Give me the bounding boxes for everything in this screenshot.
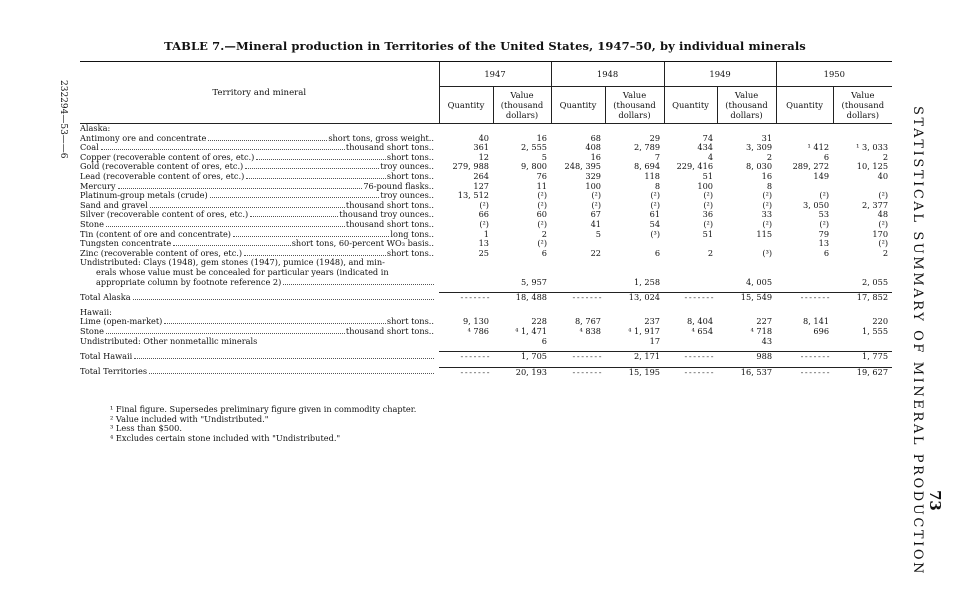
table-cell: 5, 957 <box>520 277 548 287</box>
table-cell: 31 <box>761 133 773 143</box>
table-cell: 2 <box>541 229 548 239</box>
table-cell: 51 <box>702 229 714 239</box>
table-row <box>80 327 892 337</box>
footnote: ² Value included with "Undistributed." <box>110 413 269 424</box>
table-row <box>80 182 892 192</box>
table-row <box>80 153 892 163</box>
table-cell: 127 <box>473 181 489 191</box>
table-cell: 6 <box>541 248 548 258</box>
quantity-header: Quantity <box>776 87 833 124</box>
table-cell: - - - - - - - <box>551 352 605 362</box>
row-label: Stone thousand short tons.. <box>80 219 434 229</box>
table-cell: 100 <box>585 181 602 191</box>
table-cell: (²) <box>703 200 714 210</box>
table-cell: ⁴ 718 <box>750 326 773 336</box>
table-cell: 74 <box>702 133 714 143</box>
table-cell: 13 <box>478 239 489 249</box>
row-label: Mercury 76-pound flasks.. <box>80 181 434 191</box>
table-cell: 1, 775 <box>833 352 892 362</box>
table-row <box>80 220 892 230</box>
total-row <box>80 367 892 377</box>
table-cell: 4, 005 <box>746 277 773 287</box>
table-cell <box>717 258 776 268</box>
table-cell: 248, 395 <box>564 162 602 172</box>
table-cell: 2 <box>707 248 714 258</box>
row-label: Tungsten concentrate short tons, 60-percent WO₃ basis.. <box>80 239 434 249</box>
table-cell: 16, 537 <box>717 367 776 377</box>
table-cell: 118 <box>644 171 661 182</box>
table-cell <box>717 239 776 249</box>
row-label: Copper (recoverable content of ores, etc.) short tons.. <box>80 152 434 162</box>
row-label: Silver (recoverable content of ores, etc.) thousand troy ounces.. <box>80 210 434 220</box>
table-cell <box>664 268 717 278</box>
table-row <box>80 230 892 240</box>
table-cell: (²) <box>878 219 889 229</box>
table-cell: (²) <box>479 200 489 210</box>
table-row <box>80 336 892 346</box>
year-header: 1948 <box>551 62 664 87</box>
table-cell: - - - - - - - <box>664 293 717 303</box>
table-cell: 2, 789 <box>633 143 661 153</box>
table-cell <box>833 268 892 278</box>
margin-code: 232294—53——6 <box>58 80 68 159</box>
year-header: 1947 <box>439 62 551 87</box>
table-cell <box>605 239 664 249</box>
table-cell <box>717 268 776 278</box>
year-header: 1949 <box>664 62 776 87</box>
table-row <box>80 210 892 220</box>
table-cell: 17 <box>649 336 661 346</box>
table-cell: 16 <box>536 133 548 143</box>
table-cell: 220 <box>872 317 889 327</box>
table-cell: 434 <box>697 143 714 153</box>
table-cell: - - - - - - - <box>551 293 605 303</box>
row-label: Sand and gravel thousand short tons.. <box>80 200 434 210</box>
table-cell: 79 <box>818 229 830 239</box>
table-cell: - - - - - - - <box>664 367 717 377</box>
table-cell <box>776 336 833 346</box>
table-cell: 2, 171 <box>605 352 664 362</box>
table-cell: 13 <box>818 239 830 249</box>
table-cell: 2, 377 <box>862 200 889 210</box>
table-cell: 1, 705 <box>493 352 551 362</box>
table-cell <box>776 268 833 278</box>
table-cell: 17, 852 <box>833 293 892 303</box>
total-row <box>80 352 892 362</box>
table-cell <box>776 134 833 144</box>
value-header: Value (thousand dollars) <box>717 87 776 124</box>
table-cell: 8 <box>766 181 773 191</box>
table-cell: 61 <box>649 210 661 220</box>
table-cell <box>776 258 833 268</box>
table-cell: 696 <box>813 326 830 336</box>
table-cell: (²) <box>537 219 548 229</box>
table-cell <box>833 258 892 268</box>
quantity-header: Quantity <box>439 87 493 124</box>
table-cell: 13, 024 <box>605 293 664 303</box>
table-cell: (²) <box>537 191 548 201</box>
table-cell: 76 <box>536 171 548 182</box>
table-cell: 2, 555 <box>520 143 548 153</box>
table-cell: 149 <box>813 171 830 182</box>
table-cell: 15, 195 <box>605 367 664 377</box>
row-label: Total Hawaii <box>80 352 439 362</box>
table-cell: (²) <box>479 219 489 229</box>
value-header: Value (thousand dollars) <box>605 87 664 124</box>
table-cell: - - - - - - - <box>439 293 493 303</box>
table-row <box>80 249 892 259</box>
row-label: Total Alaska <box>80 293 439 303</box>
table-row <box>80 268 892 278</box>
table-cell <box>833 134 892 144</box>
table-cell: 8, 694 <box>633 162 661 172</box>
table-cell: 100 <box>697 181 714 191</box>
table-cell: (²) <box>819 191 830 201</box>
table-cell: 329 <box>585 171 602 182</box>
table-cell: 16 <box>761 171 773 182</box>
table-row <box>80 239 892 249</box>
table-cell <box>776 278 833 288</box>
table-cell: 6 <box>654 248 661 258</box>
table-cell <box>551 268 605 278</box>
table-cell: 6 <box>823 152 830 162</box>
table-cell: 15, 549 <box>717 293 776 303</box>
value-header: Value (thousand dollars) <box>833 87 892 124</box>
footnote: ⁴ Excludes certain stone included with "Undistributed." <box>110 432 341 443</box>
table-cell <box>439 258 493 268</box>
row-label: Platinum-group metals (crude) troy ounces.. <box>80 191 434 201</box>
section-heading <box>80 124 892 134</box>
table-cell: 60 <box>536 210 548 220</box>
table-cell: ⁴ 654 <box>691 326 714 336</box>
table-cell: ⁴ 1, 471 <box>515 326 548 336</box>
table-cell: 10, 125 <box>856 162 889 172</box>
table-cell: 2 <box>882 152 889 162</box>
table-cell: 1, 555 <box>862 326 889 336</box>
table-cell: 8, 030 <box>746 162 773 172</box>
table-cell <box>664 336 717 346</box>
table-row <box>80 172 892 182</box>
table-cell: (²) <box>650 200 661 210</box>
row-label: Stone thousand short tons.. <box>80 326 434 336</box>
mineral-production-table <box>80 61 892 377</box>
table-cell: - - - - - - - <box>776 352 833 362</box>
table-cell <box>439 336 493 346</box>
table-cell: 13, 512 <box>457 191 489 201</box>
table-cell: 25 <box>478 248 489 258</box>
table-cell: 8, 404 <box>686 317 714 327</box>
table-cell: 20, 193 <box>493 367 551 377</box>
table-cell: 2, 055 <box>862 277 889 287</box>
table-cell: 8, 141 <box>803 317 830 327</box>
table-cell: 9, 800 <box>520 162 548 172</box>
table-cell: - - - - - - - <box>439 367 493 377</box>
table-cell: 67 <box>590 210 602 220</box>
table-cell: (²) <box>819 219 830 229</box>
table-cell: (³) <box>762 248 773 258</box>
table-cell: 408 <box>585 143 602 153</box>
table-cell: 115 <box>756 229 773 239</box>
table-cell: 40 <box>478 133 489 143</box>
section-heading <box>80 308 892 318</box>
table-cell: 988 <box>717 352 776 362</box>
footnotes <box>110 405 416 443</box>
table-row <box>80 134 892 144</box>
year-header: 1950 <box>776 62 892 87</box>
table-cell: 18, 488 <box>493 293 551 303</box>
table-row <box>80 278 892 288</box>
footnote: ¹ Final figure. Supersedes preliminary figure given in commodity chapter. <box>110 404 417 414</box>
table-cell: (²) <box>650 191 661 201</box>
section-title: Hawaii: <box>80 307 112 317</box>
table-row <box>80 191 892 201</box>
table-row <box>80 317 892 327</box>
quantity-header: Quantity <box>664 87 717 124</box>
table-cell <box>551 336 605 346</box>
table-cell: - - - - - - - <box>439 352 493 362</box>
table-cell <box>664 278 717 288</box>
table-title: TABLE 7.—Mineral production in Territories of the United States, 1947–50, by individual minerals <box>164 39 806 53</box>
table-cell: 6 <box>823 248 830 258</box>
table-cell <box>493 268 551 278</box>
row-label: Zinc (recoverable content of ores, etc.) short tons.. <box>80 248 434 258</box>
table-cell: 289, 272 <box>792 162 830 172</box>
table-cell: 22 <box>590 248 602 258</box>
table-cell: 33 <box>761 210 773 220</box>
table-cell: (²) <box>762 219 773 229</box>
table-cell: 43 <box>761 336 773 346</box>
table-cell: 8, 767 <box>574 317 602 327</box>
table-cell: 6 <box>541 336 548 346</box>
table-cell <box>551 258 605 268</box>
table-cell: 5 <box>595 229 602 239</box>
stub-header: Territory and mineral <box>80 62 439 124</box>
row-label: Gold (recoverable content of ores, etc.) troy ounces.. <box>80 162 434 172</box>
table-cell: 229, 416 <box>676 162 714 172</box>
table-row <box>80 258 892 268</box>
table-cell: 2 <box>766 152 773 162</box>
table-cell: ⁴ 838 <box>579 326 602 336</box>
table-cell: ⁴ 786 <box>467 326 489 336</box>
table-cell: 361 <box>473 143 489 153</box>
table-cell: 1 <box>483 229 489 239</box>
table-cell: 3, 309 <box>746 143 773 153</box>
table-cell: 51 <box>702 171 714 182</box>
table-cell: 7 <box>654 152 661 162</box>
row-label: erals whose value must be concealed for particular years (indicated in <box>96 267 389 277</box>
section-title: Alaska: <box>80 123 111 134</box>
table-cell <box>605 258 664 268</box>
table-cell <box>664 239 717 249</box>
table-cell: ¹ 3, 033 <box>856 143 889 153</box>
footnote: ³ Less than $500. <box>110 423 182 434</box>
table-cell <box>439 278 493 288</box>
table-cell <box>833 336 892 346</box>
table-cell: 16 <box>590 152 602 162</box>
running-head: STATISTICAL SUMMARY OF MINERAL PRODUCTION <box>910 106 925 577</box>
table-cell <box>776 182 833 192</box>
table-cell: 227 <box>756 317 773 327</box>
row-label: Undistributed: Other nonmetallic minerals <box>80 336 258 346</box>
table-cell: (²) <box>878 191 889 201</box>
table-cell: (²) <box>703 219 714 229</box>
table-cell: 2 <box>882 248 889 258</box>
table-cell: 3, 050 <box>803 200 830 210</box>
table-cell: 170 <box>872 229 889 239</box>
table-cell: (²) <box>591 200 602 210</box>
row-label: appropriate column by footnote reference 2) <box>80 278 439 288</box>
table-cell: 228 <box>531 317 548 327</box>
table-cell: 1, 258 <box>633 277 661 287</box>
row-label: Antimony ore and concentrate short tons, gross weight.. <box>80 133 434 143</box>
table-cell: (²) <box>537 200 548 210</box>
table-cell: 237 <box>644 317 661 327</box>
table-cell: 9, 130 <box>462 317 489 327</box>
table-cell: 40 <box>877 171 889 182</box>
table-cell: 41 <box>590 219 602 229</box>
table-cell: (²) <box>591 191 602 201</box>
total-row <box>80 293 892 303</box>
table-cell <box>833 182 892 192</box>
table-cell: - - - - - - - <box>776 367 833 377</box>
table-cell <box>605 268 664 278</box>
table-row <box>80 162 892 172</box>
table-cell: 19, 627 <box>833 367 892 377</box>
table-cell: 12 <box>478 152 489 162</box>
table-cell: ¹ 412 <box>807 143 830 153</box>
table-cell: - - - - - - - <box>551 367 605 377</box>
table-cell: (²) <box>878 239 889 249</box>
table-row <box>80 201 892 211</box>
table-cell <box>664 258 717 268</box>
table-cell: - - - - - - - <box>776 293 833 303</box>
row-label: Tin (content of ore and concentrate) long tons.. <box>80 229 434 239</box>
table-row <box>80 143 892 153</box>
table-cell: - - - - - - - <box>664 352 717 362</box>
table-cell: 68 <box>590 133 602 143</box>
table-cell: (²) <box>537 239 548 249</box>
table-cell <box>551 278 605 288</box>
table-cell: ⁴ 1, 917 <box>628 326 661 336</box>
table-cell: 11 <box>536 181 548 191</box>
table-cell: 36 <box>702 210 714 220</box>
table-cell <box>493 258 551 268</box>
quantity-header: Quantity <box>551 87 605 124</box>
table-cell: 66 <box>478 210 489 220</box>
table-cell: 53 <box>818 210 830 220</box>
row-label: Lead (recoverable content of ores, etc.) short tons.. <box>80 171 434 182</box>
table-cell: 54 <box>649 219 661 229</box>
table-cell: (³) <box>650 229 661 239</box>
table-cell: 264 <box>473 171 489 182</box>
table-cell: (²) <box>762 191 773 201</box>
table-cell <box>551 239 605 249</box>
page-number: 73 <box>926 490 944 511</box>
row-label: Lime (open-market) short tons.. <box>80 317 434 327</box>
table-cell: 279, 988 <box>452 162 489 172</box>
table-cell: 5 <box>541 152 548 162</box>
row-label: Total Territories <box>80 367 439 377</box>
table-cell <box>439 268 493 278</box>
table-cell: 48 <box>877 210 889 220</box>
table-cell: 4 <box>707 152 714 162</box>
row-label: Coal thousand short tons.. <box>80 143 434 153</box>
table-cell: 29 <box>649 133 661 143</box>
table-cell: 8 <box>654 181 661 191</box>
table-cell: (²) <box>703 191 714 201</box>
value-header: Value (thousand dollars) <box>493 87 551 124</box>
table-cell: (²) <box>762 200 773 210</box>
row-label: Undistributed: Clays (1948), gem stones (1947), pumice (1948), and min- <box>80 258 385 268</box>
